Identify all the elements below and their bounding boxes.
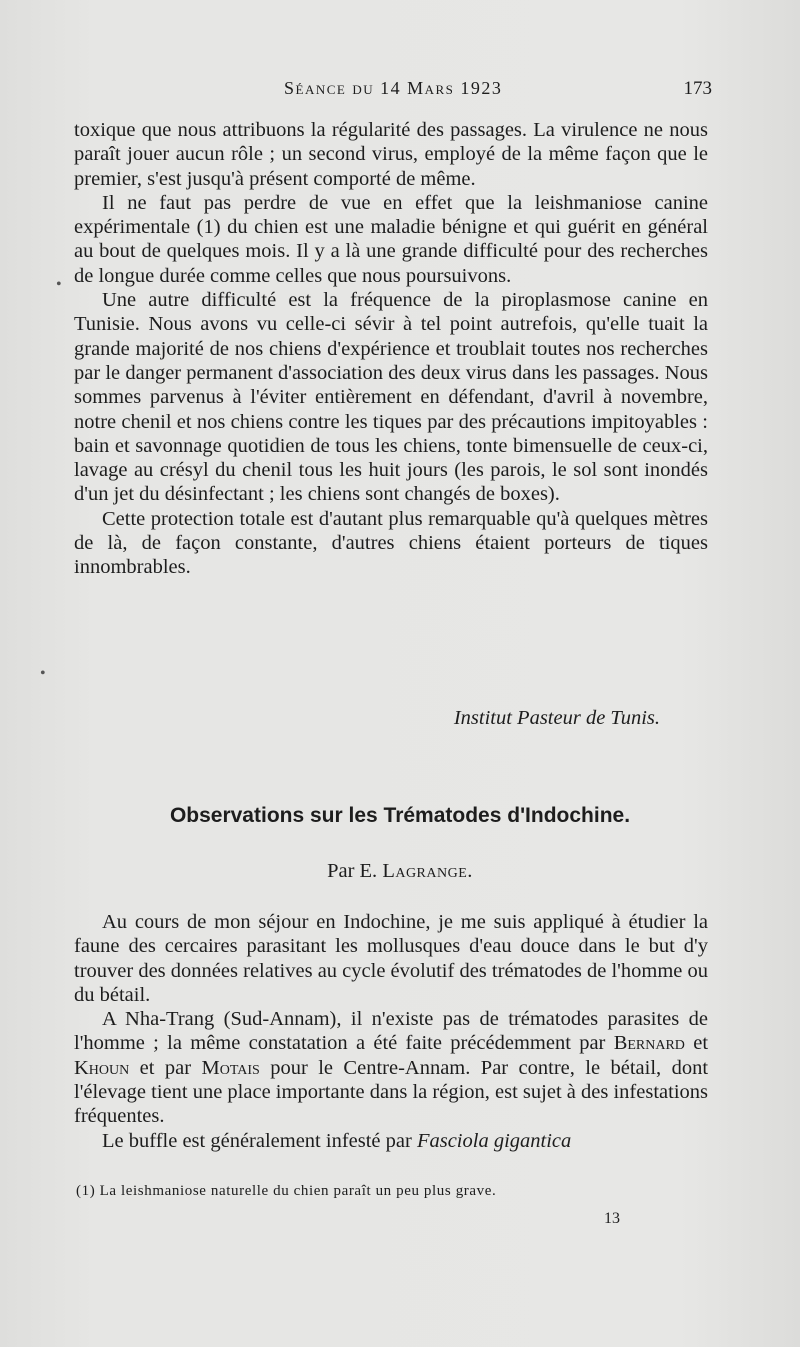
text-run: A Nha-Trang (Sud-Annam), il n'existe pas de trématodes parasites de l'homme ; la même constatation a été faite précédemment par xyxy=(74,1008,708,1055)
running-head xyxy=(0,78,800,102)
paragraph: Cette protection totale est d'autant plus remarquable qu'à quelques mètres de là, de façon constante, d'autres chiens étaient porteurs de tiques innombrables. xyxy=(74,507,708,579)
byline-prefix: Par E. xyxy=(327,860,378,882)
paragraph: toxique que nous attribuons la régularité des passages. La virulence ne nous paraît jouer aucun rôle ; un second virus, employé de la même façon que le premier, s'est jusqu'à présent comporté de même. xyxy=(74,119,708,190)
paragraph: Il ne faut pas perdre de vue en effet que la leishmaniose canine expérimentale (1) du chien est une maladie bénigne et qui guérit en général au bout de quelques mois. Il y a là une grande difficulté pour des recherches de longue durée comme celles que nous poursuivons. xyxy=(74,191,708,287)
article-body xyxy=(74,910,708,1153)
text-run: et xyxy=(693,1032,709,1055)
margin-mark: • xyxy=(40,665,46,682)
author-reference: Bernard xyxy=(613,1032,685,1055)
species-name: Fasciola gigantica xyxy=(416,1129,572,1152)
paragraph: Une autre difficulté est la fréquence de la piroplasmose canine en Tunisie. Nous avons vu celle-ci sévir à tel point autrefois, qu'elle tuait la grande majorité de nos chiens d'expérience et troublait toutes nos recherches par le danger permanent d'association des deux virus dans les passages. Nous sommes parvenus à l'éviter entièrement en défendant, d'avril à novembre, notre chenil et nos chiens contre les tiques par des précautions impitoyables : bain et savonnage quotidien de tous les chiens, tonte bimensuelle de ceux-ci, lavage au crésyl du chenil tous les huit jours (les parois, le sol sont inondés d'un jet du désinfectant ; les chiens sont changés de boxes). xyxy=(74,289,708,506)
author-name: Lagrange. xyxy=(382,860,473,882)
text-run: pour le Centre-Annam. Par contre, le bétail, dont l'élevage tient une place importante dans la région, est sujet à des infestations fréquentes. xyxy=(74,1056,709,1128)
author-reference: Motais xyxy=(201,1056,260,1079)
paragraph xyxy=(74,1007,708,1128)
institution-signature: Institut Pasteur de Tunis. xyxy=(453,707,660,729)
paragraph: Au cours de mon séjour en Indochine, je me suis appliqué à étudier la faune des cercaires parasitant les mollusques d'eau douce dans le but d'y trouver des données relatives au cycle évolutif des trématodes de l'homme ou du bétail. xyxy=(74,911,708,1006)
page-number: 173 xyxy=(683,78,712,99)
footnote: (1) La leishmaniose naturelle du chien paraît un peu plus grave. xyxy=(76,1183,497,1199)
article-title: Observations sur les Trématodes d'Indochine. xyxy=(169,804,631,827)
byline xyxy=(0,860,800,883)
section-continued-text xyxy=(74,118,708,580)
author-reference: Khoun xyxy=(74,1056,130,1079)
running-title: Séance du 14 Mars 1923 xyxy=(284,78,503,98)
text-run: et par xyxy=(139,1056,192,1079)
paragraph xyxy=(74,1129,708,1153)
margin-mark: • xyxy=(56,276,62,293)
signature-mark: 13 xyxy=(604,1210,620,1227)
text-run: Le buffle est généralement infesté par xyxy=(102,1129,412,1152)
